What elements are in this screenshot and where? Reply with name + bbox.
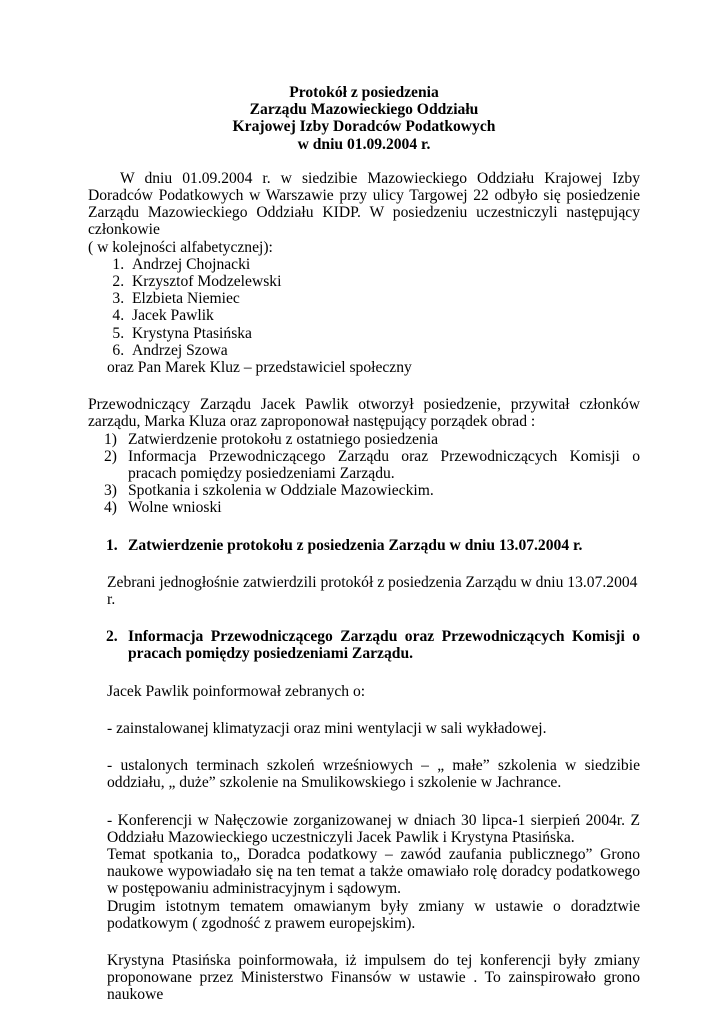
members-list xyxy=(88,256,640,359)
agenda-item-number: 4) xyxy=(104,499,117,517)
members-tail: oraz Pan Marek Kluz – przedstawiciel społeczny xyxy=(107,359,412,377)
agenda-item-number: 3) xyxy=(104,482,117,500)
section-2-number: 2. xyxy=(106,628,118,646)
member-item: 4. Jacek Pawlik xyxy=(128,307,640,324)
member-item: 6. Andrzej Szowa xyxy=(128,342,640,359)
agenda-item-text: Zatwierdzenie protokołu z ostatniego posiedzenia xyxy=(128,430,439,448)
title-line-4: w dniu 01.09.2004 r. xyxy=(297,135,431,153)
section-2-intro: Jacek Pawlik poinformował zebranych o: xyxy=(107,682,366,700)
section-1-body: Zebrani jednogłośnie zatwierdzili protokół z posiedzenia Zarządu w dniu 13.07.2004 r. xyxy=(107,573,638,609)
opening-paragraph: Przewodniczący Zarządu Jacek Pawlik otworzył posiedzenie, przywitał członków zarządu, Marka Kluza oraz zaproponował następujący porządek obrad : xyxy=(88,396,640,431)
agenda-item-number: 1) xyxy=(104,430,117,448)
section-1-heading-text: Zatwierdzenie protokołu z posiedzenia Zarządu w dniu 13.07.2004 r. xyxy=(128,536,583,554)
section-2-ptasinska-note: Krystyna Ptasińska poinformowała, iż impulsem do tej konferencji były zmiany proponowane przez Ministerstwo Finansów w ustawie . To zainspirowało grono naukowe xyxy=(107,951,640,1004)
section-1-number: 1. xyxy=(106,536,118,554)
member-item: 1. Andrzej Chojnacki xyxy=(128,256,640,273)
section-1-heading xyxy=(88,537,640,554)
member-item: 5. Krystyna Ptasińska xyxy=(128,325,640,342)
member-item: 3. Elzbieta Niemiec xyxy=(128,290,640,307)
document-title xyxy=(88,84,640,153)
agenda-item-text: Spotkania i szkolenia w Oddziale Mazowieckim. xyxy=(128,482,434,500)
section-2-heading xyxy=(88,628,640,662)
agenda-list xyxy=(88,431,640,517)
section-2-heading-text: Informacja Przewodniczącego Zarządu oraz Przewodniczących Komisji o pracach pomiędzy posiedzeniami Zarządu. xyxy=(128,628,640,663)
agenda-item-number: 2) xyxy=(104,447,117,465)
section-2-item-conference: - Konferencji w Nałęczowie zorganizowanej w dniach 30 lipca-1 sierpień 2004r. Z Oddziału Mazowieckiego uczestniczyli Jacek Pawlik i Krystyna Ptasińska. xyxy=(107,811,640,846)
title-line-1: Protokół z posiedzenia xyxy=(289,84,439,101)
document-page xyxy=(88,84,640,1004)
section-2-conference-second-topic: Drugim istotnym tematem omawianym były zmiany w ustawie o doradztwie podatkowym ( zgodność z prawem europejskim). xyxy=(107,897,640,932)
section-2-item-trainings: - ustalonych terminach szkoleń wrześniowych – „ małe” szkolenia w siedzibie oddziału, „ duże” szkolenie na Smulikowskiego i szkolenie w Jachrance. xyxy=(107,757,640,792)
agenda-item-text: Informacja Przewodniczącego Zarządu oraz Przewodniczących Komisji o pracach pomiędzy posiedzeniami Zarządu. xyxy=(128,447,640,483)
section-2-conference-block xyxy=(88,812,640,932)
agenda-item xyxy=(104,430,640,448)
title-line-3: Krajowej Izby Doradców Podatkowych xyxy=(232,118,496,136)
section-2-item-ventilation: - zainstalowanej klimatyzacji oraz mini wentylacji w sali wykładowej. xyxy=(107,719,547,737)
agenda-item-text: Wolne wnioski xyxy=(128,499,222,517)
agenda-item xyxy=(104,482,640,500)
section-2-conference-topic: Temat spotkania to„ Doradca podatkowy – zawód zaufania publicznego” Grono naukowe wypowiadało się na ten temat a także omawiało rolę doradcy podatkowego w postępowaniu administracyjnym i sądowym. xyxy=(107,845,640,898)
title-line-2: Zarządu Mazowieckiego Oddziału xyxy=(249,101,479,119)
agenda-item xyxy=(104,447,640,483)
member-item: 2. Krzysztof Modzelewski xyxy=(128,273,640,290)
intro-note: ( w kolejności alfabetycznej): xyxy=(88,238,273,256)
intro-paragraph: W dniu 01.09.2004 r. w siedzibie Mazowieckiego Oddziału Krajowej Izby Doradców Podatkowych w Warszawie przy ulicy Targowej 22 odbyło się posiedzenie Zarządu Mazowieckiego Oddziału KIDP. W posiedzeniu uczestniczyli następujący członkowie xyxy=(88,169,640,239)
agenda-item xyxy=(104,499,640,517)
